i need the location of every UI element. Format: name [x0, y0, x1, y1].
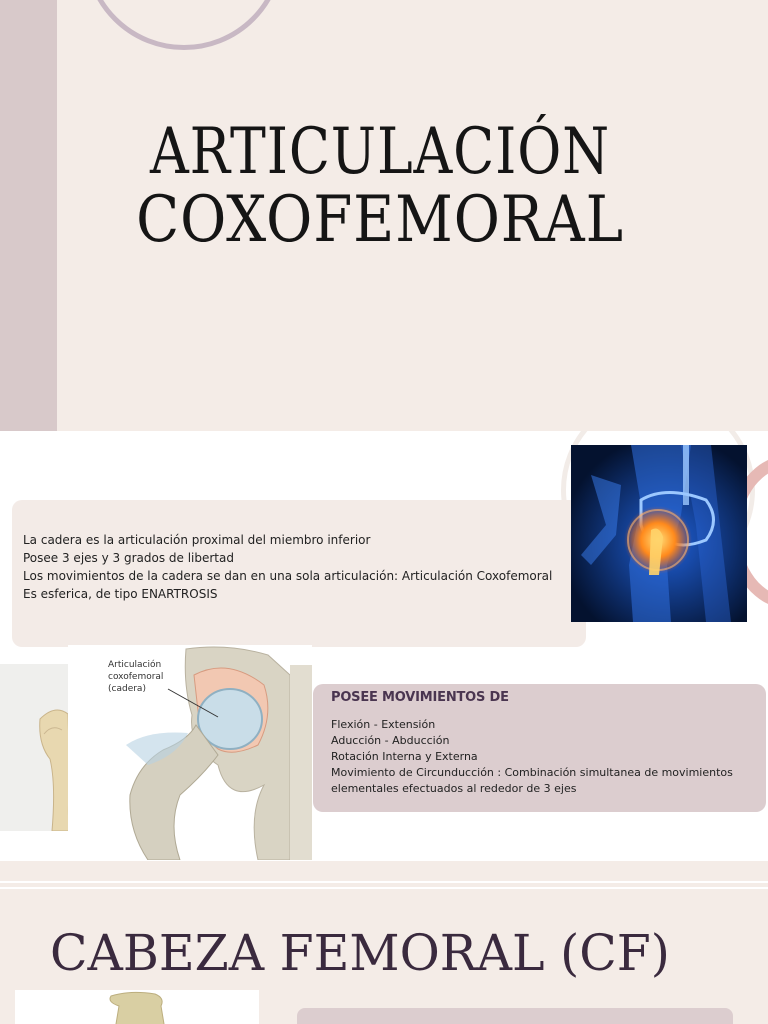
intro-line: La cadera es la articulación proximal del miembro inferior: [23, 533, 371, 547]
slide-title: CABEZA FEMORAL (CF): [50, 924, 670, 982]
movements-title: POSEE MOVIMIENTOS DE: [331, 690, 509, 705]
list-item: Flexión - Extensión: [331, 718, 436, 731]
slide-divider: [0, 861, 768, 895]
diagram-label: (cadera): [108, 684, 146, 694]
intro-line: Los movimientos de la cadera se dan en una sola articulación: Articulación Coxofemoral: [23, 569, 553, 583]
hip-xray-image: [571, 445, 747, 622]
femoral-head-text-box: [297, 1008, 733, 1024]
divider-line: [0, 881, 768, 883]
list-item: Aducción - Abducción: [331, 734, 450, 747]
title-slide: [0, 0, 768, 431]
intro-text: [23, 531, 583, 603]
content-slide: [0, 431, 768, 861]
list-item: Movimiento de Circunducción : Combinación simultanea de movimientos: [331, 766, 733, 779]
femoral-head-slide: [0, 895, 768, 1024]
femoral-head-photo: [15, 990, 259, 1024]
intro-line: Es esferica, de tipo ENARTROSIS: [23, 587, 218, 601]
decorative-ring: [84, 0, 284, 50]
femur-photo: [0, 664, 72, 831]
left-accent-bar: [0, 0, 57, 431]
diagram-label: coxofemoral: [108, 672, 164, 682]
divider-line: [0, 887, 768, 889]
movements-list: [331, 717, 751, 797]
intro-line: Posee 3 ejes y 3 grados de libertad: [23, 551, 234, 565]
list-item: elementales efectuados al rededor de 3 ejes: [331, 782, 577, 795]
hip-joint-anatomy-illustration: [68, 645, 312, 860]
slide-title: [60, 115, 700, 257]
title-line-2: COXOFEMORAL: [136, 183, 624, 257]
title-line-1: ARTICULACIÓN: [150, 115, 610, 189]
list-item: Rotación Interna y Externa: [331, 750, 478, 763]
diagram-label: Articulación: [108, 660, 162, 670]
